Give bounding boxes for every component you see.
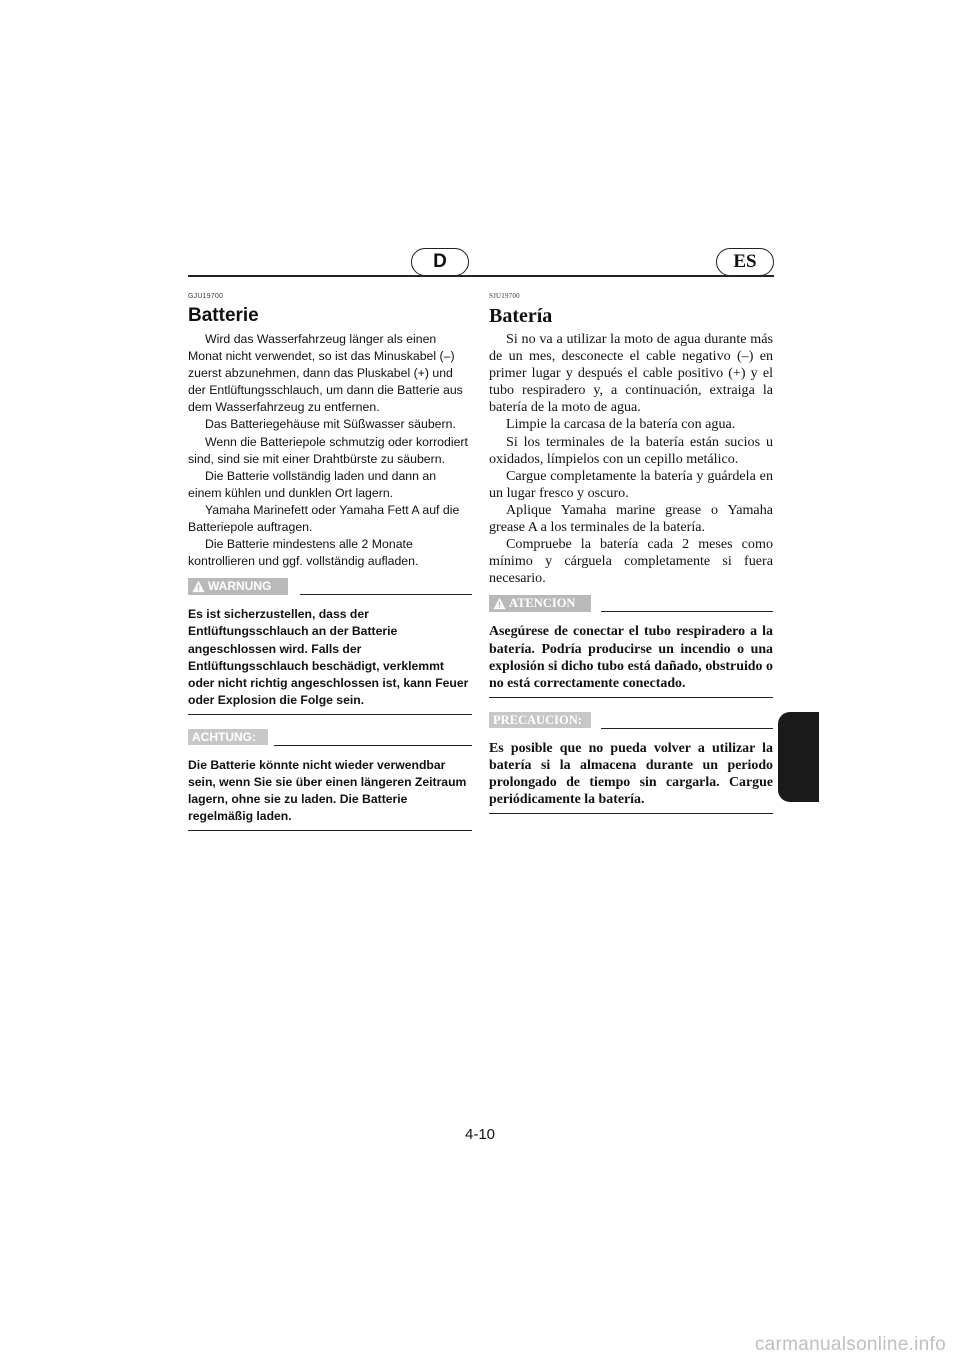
section-title: Batería bbox=[489, 305, 553, 327]
paragraph: Yamaha Marinefett oder Yamaha Fett A auf die Batteriepole auftragen. bbox=[188, 502, 460, 535]
warning-rule bbox=[601, 611, 773, 612]
watermark: carmanualsonline.info bbox=[754, 1334, 946, 1355]
caution-badge: PRECAUCION: bbox=[489, 712, 591, 728]
paragraph: Si no va a utilizar la moto de agua durante más de un mes, desconecte el cable negativo (–) en primer lugar y después el cable positivo (+) y el tubo respiradero y, a continuación, extraiga la batería de la moto de agua. bbox=[489, 331, 773, 416]
paragraph: Wird das Wasserfahrzeug länger als einen Monat nicht verwendet, so ist das Minuskabel (–) zuerst abzunehmen, dann das Pluskabel (+) und der Entlüftungsschlauch, um dann die Batterie aus dem Wasserfahrzeug zu entfernen. bbox=[188, 332, 463, 415]
section-code: SJU19700 bbox=[489, 292, 520, 300]
page-number: 4-10 bbox=[464, 1126, 496, 1143]
lang-badge-es: ES bbox=[716, 248, 774, 276]
caution-rule bbox=[274, 745, 472, 746]
warning-rule bbox=[300, 594, 472, 595]
caution-text: Die Batterie könnte nicht wieder verwendbar sein, wenn Sie sie über einen längeren Zeitraum lagern, ohne sie zu laden. Die Batterie regelmäßig laden. bbox=[188, 757, 472, 831]
caution-text: Es posible que no pueda volver a utilizar la batería si la almacena durante un periodo prolongado de tiempo sin cargarla. Cargue periódicamente la batería. bbox=[489, 740, 773, 814]
body-text bbox=[188, 331, 472, 570]
warning-label: ATENCION bbox=[509, 596, 576, 611]
section-code: GJU19700 bbox=[188, 293, 224, 300]
caution-box bbox=[489, 712, 773, 814]
paragraph: Limpie la carcasa de la batería con agua. bbox=[506, 416, 736, 433]
warning-text: Es ist sicherzustellen, dass der Entlüftungsschlauch an der Batterie angeschlossen wird. Falls der Entlüftungsschlauch beschädigt, verklemmt oder nicht richtig angeschlossen ist, kann Feuer oder Explosion die Folge sein. bbox=[188, 606, 472, 715]
caution-rule bbox=[601, 728, 773, 729]
paragraph: Cargue completamente la batería y guárdela en un lugar fresco y oscuro. bbox=[489, 467, 773, 501]
warning-box bbox=[489, 595, 773, 697]
paragraph: Die Batterie vollständig laden und dann an einem kühlen und dunklen Ort lagern. bbox=[188, 468, 437, 500]
body-text bbox=[489, 331, 773, 587]
paragraph: Aplique Yamaha marine grease o Yamaha grease A a los terminales de la batería. bbox=[489, 501, 773, 536]
paragraph: Compruebe la batería cada 2 meses como mínimo y cárguela completamente si fuera necesario. bbox=[489, 536, 773, 587]
column-german bbox=[188, 292, 472, 831]
section-title: Batterie bbox=[188, 305, 259, 326]
paragraph: Wenn die Batteriepole schmutzig oder korrodiert sind, sind sie mit einer Drahtbürste zu säubern. bbox=[188, 434, 468, 466]
warning-triangle-icon bbox=[192, 580, 205, 593]
column-spanish bbox=[489, 292, 773, 814]
paragraph: Das Batteriegehäuse mit Süßwasser säubern. bbox=[205, 417, 456, 432]
warning-label: WARNUNG bbox=[208, 579, 272, 594]
paragraph: Die Batterie mindestens alle 2 Monate kontrollieren und ggf. vollständig aufladen. bbox=[188, 537, 419, 569]
warning-badge bbox=[188, 578, 288, 595]
lang-badge-de: D bbox=[411, 248, 469, 276]
caution-badge: ACHTUNG: bbox=[188, 729, 268, 745]
warning-badge bbox=[489, 595, 591, 612]
paragraph: Si los terminales de la batería están sucios u oxidados, límpielos con un cepillo metálico. bbox=[489, 433, 773, 467]
chapter-tab-marker bbox=[778, 712, 819, 802]
warning-text: Asegúrese de conectar el tubo respiradero a la batería. Podría producirse un incendio o una explosión si dicho tubo está dañado, obstruido o no está correctamente conectado. bbox=[489, 623, 773, 697]
header-rule bbox=[188, 275, 774, 277]
warning-triangle-icon bbox=[493, 597, 506, 610]
warning-box bbox=[188, 578, 472, 715]
caution-box bbox=[188, 729, 472, 831]
language-header bbox=[188, 248, 774, 278]
